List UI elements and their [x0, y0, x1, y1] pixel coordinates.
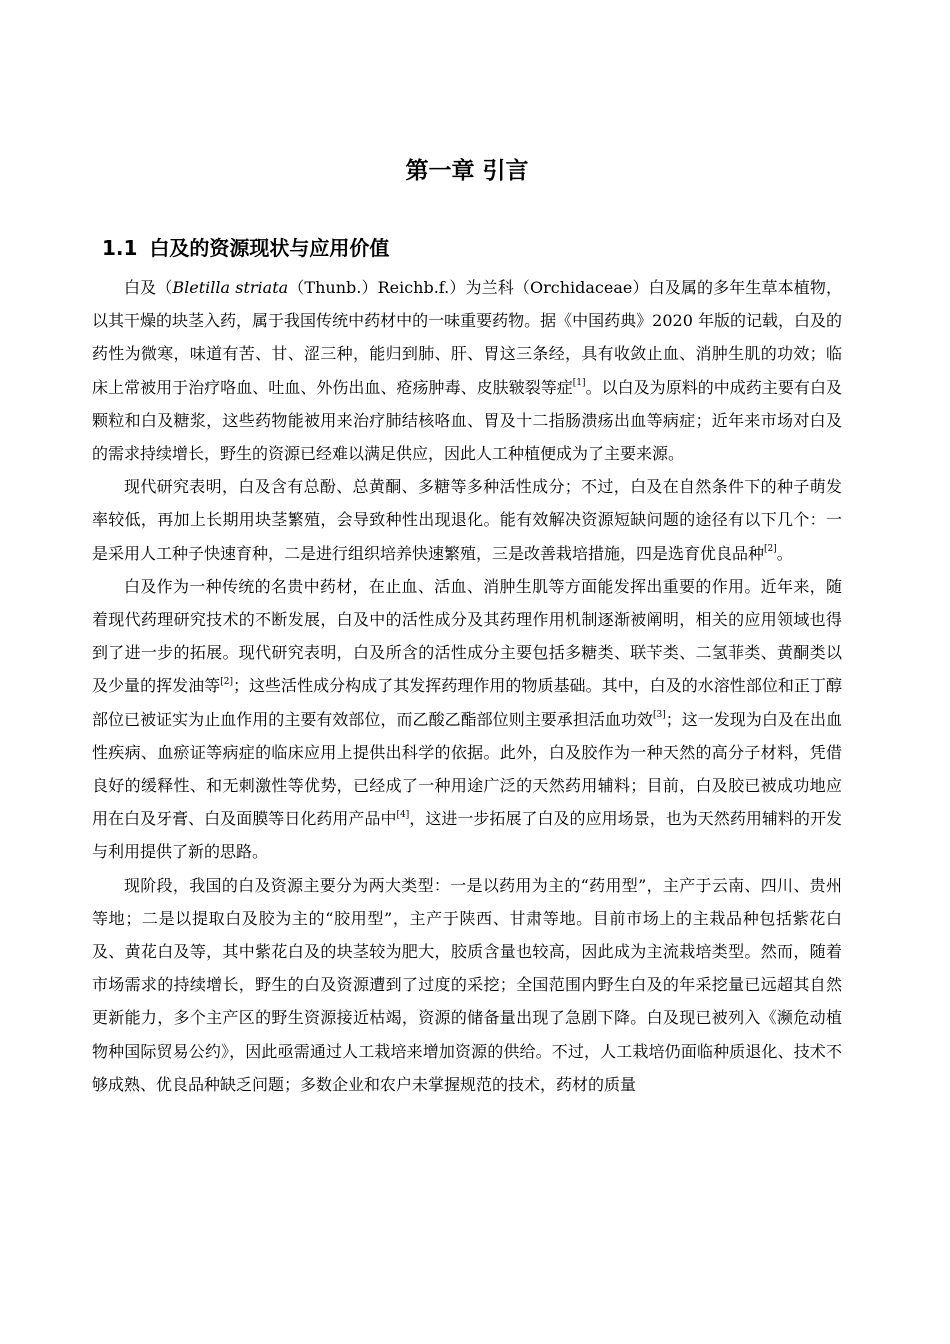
paragraph: [92, 570, 842, 869]
paragraph-text: 现阶段，我国的白及资源主要分为两大类型：一是以药用为主的“药用型”，主产于云南、四川、贵州等地；二是以提取白及胶为主的“胶用型”，主产于陕西、甘肃等地。目前市场上的主栽品种包括紫花白及、黄花白及等，其中紫花白及的块茎较为肥大，胶质含量也较高，因此成为主流栽培类型。然而，随着市场需求的持续增长，野生的白及资源遭到了过度的采挖；全国范围内野生白及的年采挖量已远超其自然更新能力，多个主产区的野生资源接近枯竭，资源的储备量出现了急剧下降。白及现已被列入《濒危动植物种国际贸易公约》，因此亟需通过人工栽培来增加资源的供给。不过，人工栽培仍面临种质退化、技术不够成熟、优良品种缺乏问题；多数企业和农户未掌握规范的技术，药材的质量: [92, 875, 842, 1094]
paragraph-text: ，这进一步拓展了白及的应用场景，也为天然药用辅料的开发与利用提供了新的思路。: [92, 809, 842, 862]
citation-marker: [2]: [764, 544, 777, 555]
citation-marker: [2]: [220, 677, 233, 688]
paragraph-text: （Thunb.）Reichb.f.）为兰科（Orchidaceae）白及属的多年生草本植物，以其干燥的块茎入药，属于我国传统中药材中的一味重要药物。据《中国药典》2020 年版的记载，白及的药性为微寒，味道有苦、甘、涩三种，能归到肺、肝、胃这三条经，具有收敛止血、消肿生肌的功效；临床上常被用于治疗咯血、吐血、外伤出血、疮疡肿毒、皮肤皲裂等症: [92, 278, 842, 397]
paragraph: [92, 271, 842, 470]
citation-marker: [4]: [396, 809, 410, 820]
paragraph-text: 现代研究表明，白及含有总酚、总黄酮、多糖等多种活性成分；不过，白及在自然条件下的种子萌发率较低，再加上长期用块茎繁殖，会导致种性出现退化。能有效解决资源短缺问题的途径有以下几个：一是采用人工种子快速育种，二是进行组织培养快速繁殖，三是改善栽培措施，四是选育优良品种: [92, 477, 842, 563]
body-text: [92, 271, 842, 1101]
paragraph-text: 白及（: [124, 278, 173, 297]
paragraph-text: 。: [776, 543, 793, 563]
section-heading: [102, 233, 389, 263]
paragraph: [92, 470, 842, 570]
paragraph-text: ；这一发现为白及在出血性疾病、血瘀证等病症的临床应用上提供出科学的依据。此外，白及胶作为一种天然的高分子材料，凭借良好的缓释性、和无刺激性等优势，已经成了一种用途广泛的天然药用辅料；目前，白及胶已被成功地应用在白及牙膏、白及面膜等日化药用产品中: [92, 709, 842, 829]
species-name-italic: Bletilla striata: [172, 278, 289, 297]
citation-marker: [3]: [652, 710, 666, 721]
paragraph-text: 白及作为一种传统的名贵中药材，在止血、活血、消肿生肌等方面能发挥出重要的作用。近年来，随着现代药理研究技术的不断发展，白及中的活性成分及其药理作用机制逐渐被阐明，相关的应用领域也得到了进一步的拓展。现代研究表明，白及所含的活性成分主要包括多糖类、联苄类、二氢菲类、黄酮类以及少量的挥发油等: [92, 576, 842, 696]
citation-marker: [1]: [572, 378, 586, 389]
document-page: [92, 0, 842, 1344]
paragraph: [92, 869, 842, 1101]
chapter-title: 第一章 引言: [405, 158, 529, 184]
section-title: 白及的资源现状与应用价值: [149, 236, 390, 260]
section-number: 1.1: [102, 236, 138, 260]
paragraph-text: ；这些活性成分构成了其发挥药理作用的物质基础。其中，白及的水溶性部位和正丁醇部位已被证实为止血作用的主要有效部位，而乙酸乙酯部位则主要承担活血功效: [92, 676, 842, 729]
paragraph-text: 。以白及为原料的中成药主要有白及颗粒和白及糖浆，这些药物能被用来治疗肺结核咯血、胃及十二指肠溃疡出血等病症；近年来市场对白及的需求持续增长，野生的资源已经难以满足供应，因此人工种植便成为了主要来源。: [92, 377, 842, 464]
